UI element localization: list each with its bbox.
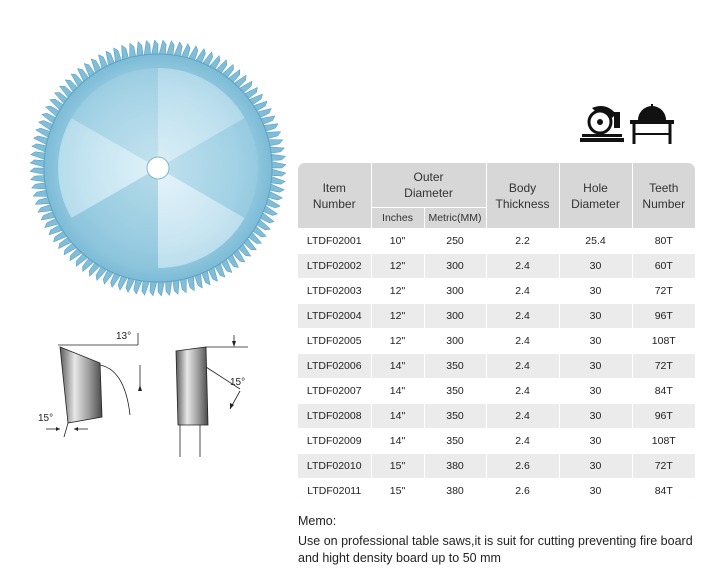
bottom-angle-label: 15° — [38, 413, 54, 424]
table-row — [298, 279, 695, 304]
cell-inches: 14" — [371, 354, 424, 379]
cell-teeth: 80T — [632, 229, 695, 254]
cell-hole: 30 — [559, 454, 632, 479]
cell-body: 2.6 — [486, 479, 559, 500]
cell-metric: 350 — [424, 354, 486, 379]
cell-teeth: 72T — [632, 279, 695, 304]
tooth-geometry-diagram — [30, 325, 280, 465]
cell-hole: 30 — [559, 479, 632, 500]
cell-teeth: 60T — [632, 254, 695, 279]
cell-metric: 380 — [424, 479, 486, 500]
memo — [298, 513, 698, 567]
table-row — [298, 254, 695, 279]
table-row — [298, 329, 695, 354]
cell-body: 2.4 — [486, 329, 559, 354]
header-teeth-number: Teeth Number — [632, 163, 695, 229]
cell-metric: 350 — [424, 404, 486, 429]
cell-teeth: 108T — [632, 329, 695, 354]
cell-hole: 25.4 — [559, 229, 632, 254]
cell-body: 2.4 — [486, 354, 559, 379]
table-row — [298, 404, 695, 429]
cell-inches: 15" — [371, 479, 424, 500]
spec-table-body — [298, 229, 695, 500]
cell-inches: 10" — [371, 229, 424, 254]
cell-hole: 30 — [559, 279, 632, 304]
cell-hole: 30 — [559, 379, 632, 404]
spec-table-panel — [298, 163, 695, 499]
side-angle-label: 15° — [230, 377, 246, 388]
cell-body: 2.6 — [486, 454, 559, 479]
cell-hole: 30 — [559, 404, 632, 429]
cell-inches: 12" — [371, 254, 424, 279]
cell-hole: 30 — [559, 429, 632, 454]
spec-table — [298, 163, 695, 499]
header-metric: Metric(MM) — [424, 208, 486, 229]
cell-inches: 14" — [371, 429, 424, 454]
saw-blade-image — [28, 38, 288, 298]
cell-body: 2.4 — [486, 379, 559, 404]
cell-metric: 300 — [424, 329, 486, 354]
cell-body: 2.4 — [486, 254, 559, 279]
cell-item: LTDF02002 — [298, 254, 371, 279]
header-inches: Inches — [371, 208, 424, 229]
cell-inches: 12" — [371, 279, 424, 304]
cell-metric: 350 — [424, 379, 486, 404]
header-body-thickness: Body Thickness — [486, 163, 559, 229]
cell-item: LTDF02009 — [298, 429, 371, 454]
cell-item: LTDF02011 — [298, 479, 371, 500]
table-saw-icon — [628, 100, 676, 146]
cell-teeth: 84T — [632, 479, 695, 500]
cell-inches: 12" — [371, 329, 424, 354]
table-row — [298, 479, 695, 500]
header-outer-diameter: Outer Diameter — [371, 163, 486, 208]
cell-hole: 30 — [559, 354, 632, 379]
cell-teeth: 96T — [632, 304, 695, 329]
cell-inches: 12" — [371, 304, 424, 329]
cell-body: 2.4 — [486, 304, 559, 329]
table-row — [298, 304, 695, 329]
top-angle-label: 13° — [116, 331, 132, 342]
cell-body: 2.4 — [486, 279, 559, 304]
cell-teeth: 72T — [632, 354, 695, 379]
cell-body: 2.4 — [486, 404, 559, 429]
cell-metric: 300 — [424, 254, 486, 279]
cell-item: LTDF02001 — [298, 229, 371, 254]
cell-item: LTDF02010 — [298, 454, 371, 479]
header-hole-diameter: Hole Diameter — [559, 163, 632, 229]
header-item-number: Item Number — [298, 163, 371, 229]
cell-item: LTDF02005 — [298, 329, 371, 354]
memo-body: Use on professional table saws,it is suit for cutting preventing fire board and hight density board up to 50 mm — [298, 534, 693, 565]
cell-metric: 300 — [424, 279, 486, 304]
cell-item: LTDF02006 — [298, 354, 371, 379]
memo-title: Memo: — [298, 514, 337, 528]
chop-saw-icon — [578, 100, 626, 146]
cell-metric: 380 — [424, 454, 486, 479]
cell-inches: 14" — [371, 379, 424, 404]
cell-body: 2.2 — [486, 229, 559, 254]
cell-item: LTDF02004 — [298, 304, 371, 329]
cell-inches: 15" — [371, 454, 424, 479]
cell-metric: 300 — [424, 304, 486, 329]
cell-body: 2.4 — [486, 429, 559, 454]
cell-metric: 250 — [424, 229, 486, 254]
cell-teeth: 108T — [632, 429, 695, 454]
cell-item: LTDF02007 — [298, 379, 371, 404]
cell-metric: 350 — [424, 429, 486, 454]
table-row — [298, 454, 695, 479]
cell-inches: 14" — [371, 404, 424, 429]
cell-teeth: 72T — [632, 454, 695, 479]
cell-item: LTDF02008 — [298, 404, 371, 429]
cell-teeth: 84T — [632, 379, 695, 404]
cell-hole: 30 — [559, 304, 632, 329]
cell-hole: 30 — [559, 329, 632, 354]
cell-hole: 30 — [559, 254, 632, 279]
table-row — [298, 354, 695, 379]
table-row — [298, 379, 695, 404]
cell-item: LTDF02003 — [298, 279, 371, 304]
table-row — [298, 229, 695, 254]
table-row — [298, 429, 695, 454]
cell-teeth: 96T — [632, 404, 695, 429]
arbor-hole — [147, 157, 169, 179]
